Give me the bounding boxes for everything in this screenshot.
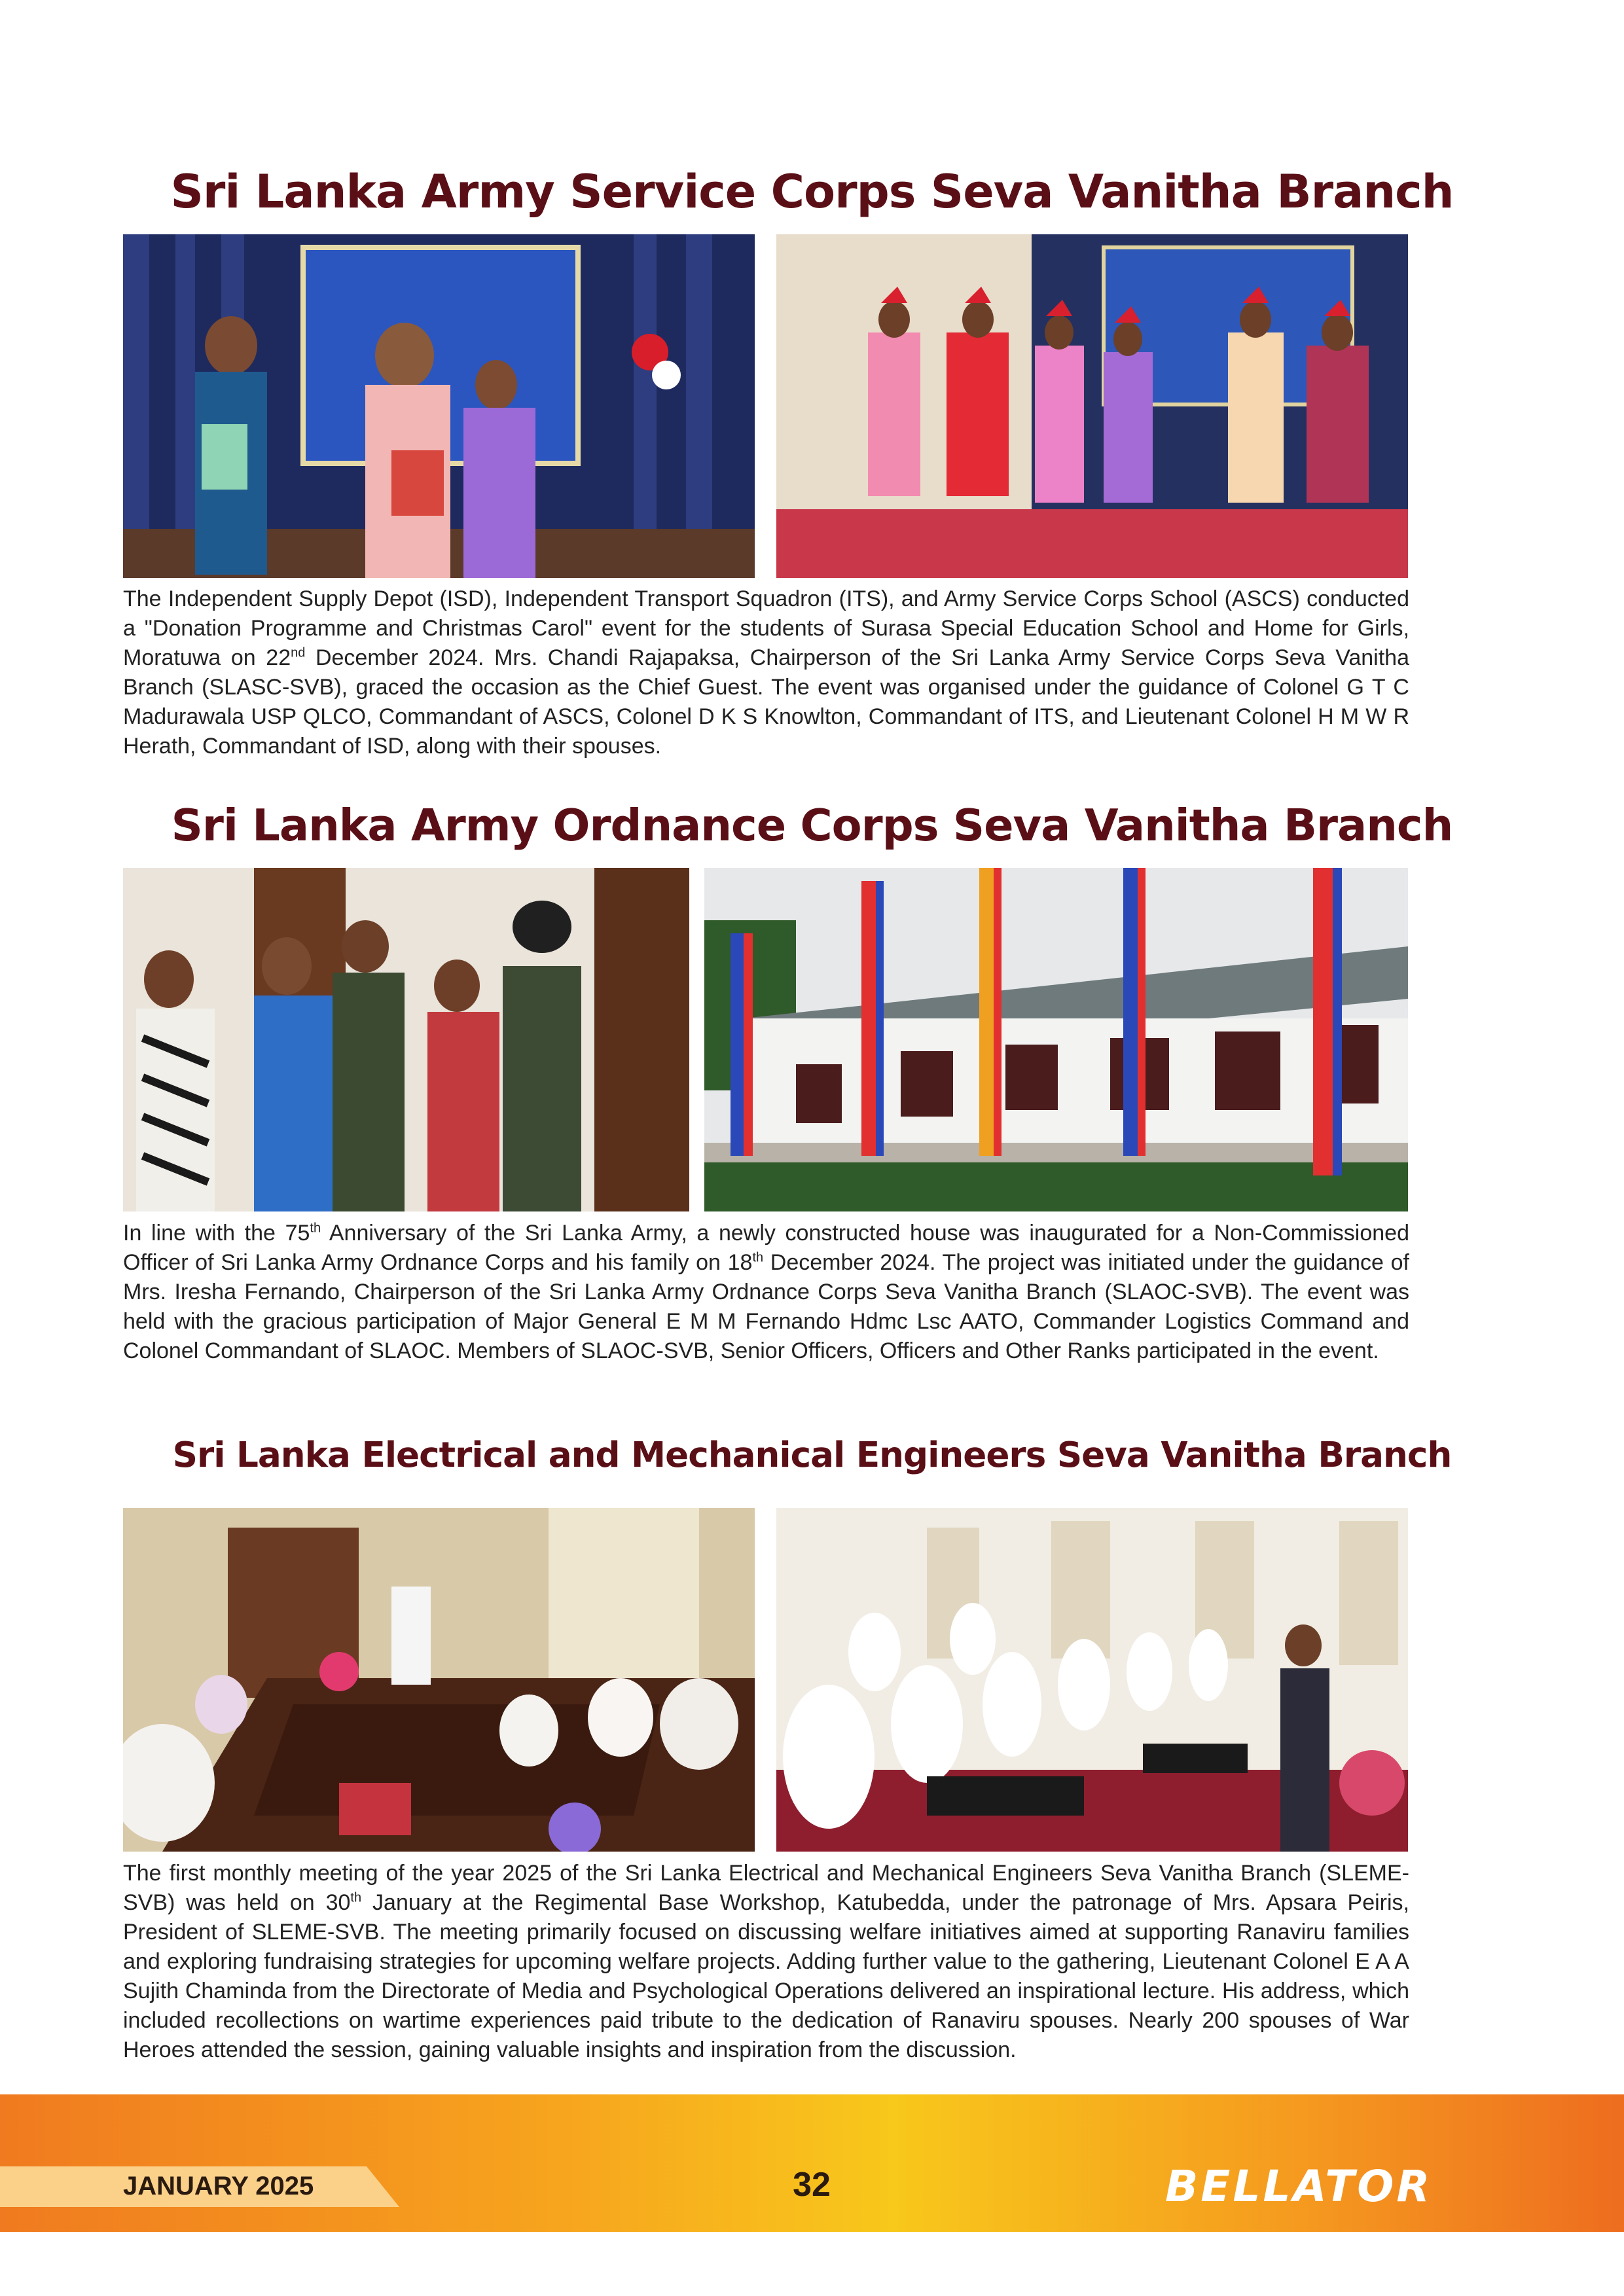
paragraph-text: The first monthly meeting of the year 2025 of the Sri Lanka Electrical and Mechanical Engineers Seva Vanitha Branch (SLEME-SVB) was held on 30: [123, 1861, 1409, 1915]
paragraph-text: December 2024. The project was initiated under the guidance of Mrs. Iresha Fernando, Chairperson of the Sri Lanka Army Ordnance Corps Seva Vanitha Branch (SLAOC-SVB). The event was held with the gracious participation of Major General E M M Fernando Hdmc Lsc AATO, Commander Logistics Command and Colonel Commandant of SLAOC. Members of SLAOC-SVB, Senior Officers, Officers and Other Ranks participated in the event.: [123, 1250, 1409, 1363]
paragraph-text: Anniversary of the Sri Lanka Army, a newly constructed house was inaugurated for a Non-Commissioned Officer of Sri Lanka Army Ordnance Corps and his family on 18: [123, 1221, 1409, 1275]
photo-new-house: [704, 868, 1408, 1211]
section-paragraph-slasc: [123, 584, 1409, 761]
section-paragraph-sleme: [123, 1859, 1409, 2065]
photo-house-inauguration: [123, 868, 689, 1211]
section-paragraph-slaoc: [123, 1219, 1409, 1366]
ordinal-suffix: nd: [291, 645, 306, 660]
footer-month: JANUARY 2025: [123, 2172, 314, 2200]
ordinal-suffix: th: [310, 1221, 321, 1236]
paragraph-text: In line with the 75: [123, 1221, 310, 1246]
paragraph-text: January at the Regimental Base Workshop, Katubedda, under the patronage of Mrs. Apsara Peiris, President of SLEME-SVB. The meeting primarily focused on discussing welfare initiatives aimed at supporting Ranaviru families and exploring fundraising strategies for upcoming welfare projects. Adding further value to the gathering, Lieutenant Colonel E A A Sujith Chaminda from the Directorate of Media and Psychological Operations delivered an inspirational lecture. His address, which included recollections on wartime experiences paid tribute to the dedication of Ranaviru spouses. Nearly 200 spouses of War Heroes attended the session, gaining valuable insights and inspiration from the discussion.: [123, 1890, 1409, 2062]
brand-logo: BELLATOR: [1165, 2161, 1433, 2212]
ordinal-suffix: th: [752, 1250, 764, 1265]
section-heading-sleme: Sri Lanka Electrical and Mechanical Engineers Seva Vanitha Branch: [172, 1435, 1452, 1475]
photo-monthly-meeting: [123, 1508, 755, 1852]
page-number: 32: [793, 2166, 831, 2204]
photo-lecture-audience: [776, 1508, 1408, 1852]
photo-donation-ceremony: [123, 234, 755, 578]
paragraph-text: The Independent Supply Depot (ISD), Independent Transport Squadron (ITS), and Army Service Corps School (ASCS) conducted a "Donation Programme and Christmas Carol" event for the students of Surasa Special Education School and Home for Girls, Moratuwa on 22: [123, 586, 1409, 670]
ordinal-suffix: th: [350, 1890, 362, 1905]
section-heading-slaoc: Sri Lanka Army Ordnance Corps Seva Vanitha Branch: [171, 800, 1453, 851]
paragraph-text: December 2024. Mrs. Chandi Rajapaksa, Chairperson of the Sri Lanka Army Service Corps Seva Vanitha Branch (SLASC-SVB), graced the occasion as the Chief Guest. The event was organised under the guidance of Colonel G T C Madurawala USP QLCO, Commandant of ASCS, Colonel D K S Knowlton, Commandant of ITS, and Lieutenant Colonel H M W R Herath, Commandant of ISD, along with their spouses.: [123, 645, 1410, 759]
photo-christmas-carol: [776, 234, 1408, 578]
section-heading-slasc: Sri Lanka Army Service Corps Seva Vanitha Branch: [170, 165, 1454, 219]
